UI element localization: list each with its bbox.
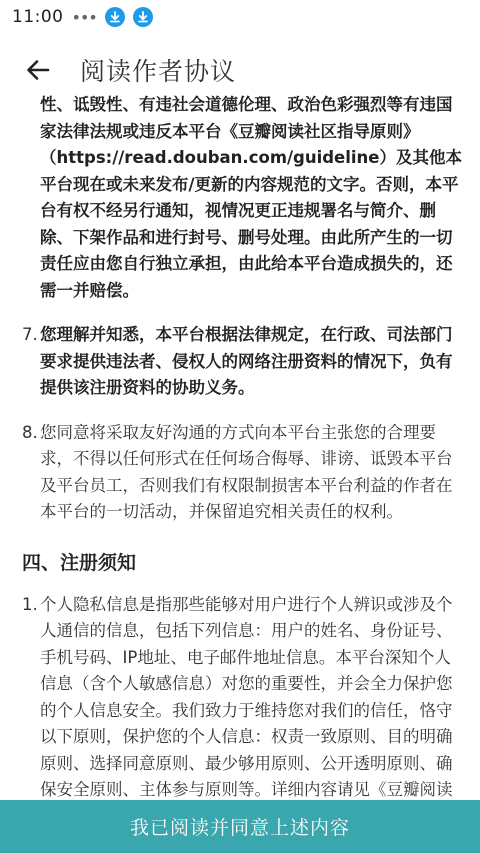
agree-button[interactable]: 我已阅读并同意上述内容	[0, 800, 480, 853]
list-item	[0, 322, 480, 402]
status-dots: •••	[71, 7, 97, 27]
status-bar	[0, 0, 480, 34]
list-item	[0, 592, 480, 831]
back-button[interactable]	[18, 50, 58, 90]
item-number: 7.	[22, 325, 38, 344]
download-icon	[133, 7, 153, 27]
item-text: 个人隐私信息是指那些能够对用户进行个人辨识或涉及个人通信的信息，包括下列信息：用户的姓名、身份证号、手机号码、IP地址、电子邮件地址信息。本平台深知个人信息（含个人敏感信息）对您的重要性，并会全力保护您的个人信息安全。我们致力于维持您对我们的信任，恪守以下原则，保护您的个人信息：权责一致原则、目的明确原则、选择同意原则、最少够用原则、公开透明原则、确保安全原则、主体参与原则等。详细内容请见《豆瓣阅读	[40, 594, 453, 799]
section-heading: 四、注册须知	[22, 551, 137, 574]
status-time: 11:00	[12, 7, 64, 27]
item-number: 8.	[22, 422, 38, 442]
download-icon	[105, 7, 125, 27]
agreement-content[interactable]	[0, 95, 480, 800]
item-text: 您同意将采取友好沟通的方式向本平台主张您的合理要求，不得以任何形式在任何场合侮辱、诽谤、诋毁本平台及平台员工，否则我们有权限制损害本平台利益的作者在本平台的一切活动，并保留追究相关责任的权利。	[40, 422, 453, 521]
item-number: 1.	[22, 594, 38, 614]
list-item	[0, 92, 480, 304]
item-text: 性、诋毁性、有违社会道德伦理、政治色彩强烈等有违国家法律法规或违反本平台《豆瓣阅读社区指导原则》（https://read.douban.com/guideline）及其他本平台现在或未来发布/更新的内容规范的文字。否则，本平台有权不经另行通知，视情况更正违规署名与简介、删除、下架作品和进行封号、删号处理。由此所产生的一切责任应由您自行独立承担，由此给本平台造成损失的，还需一并赔偿。	[40, 95, 462, 300]
list-item	[0, 420, 480, 526]
agreement-scroll-area	[0, 92, 480, 830]
page-title: 阅读作者协议	[80, 57, 237, 86]
item-text: 您理解并知悉，本平台根据法律规定，在行政、司法部门要求提供违法者、侵权人的网络注册资料的情况下，负有提供该注册资料的协助义务。	[40, 325, 453, 397]
arrow-left-icon	[25, 57, 51, 83]
